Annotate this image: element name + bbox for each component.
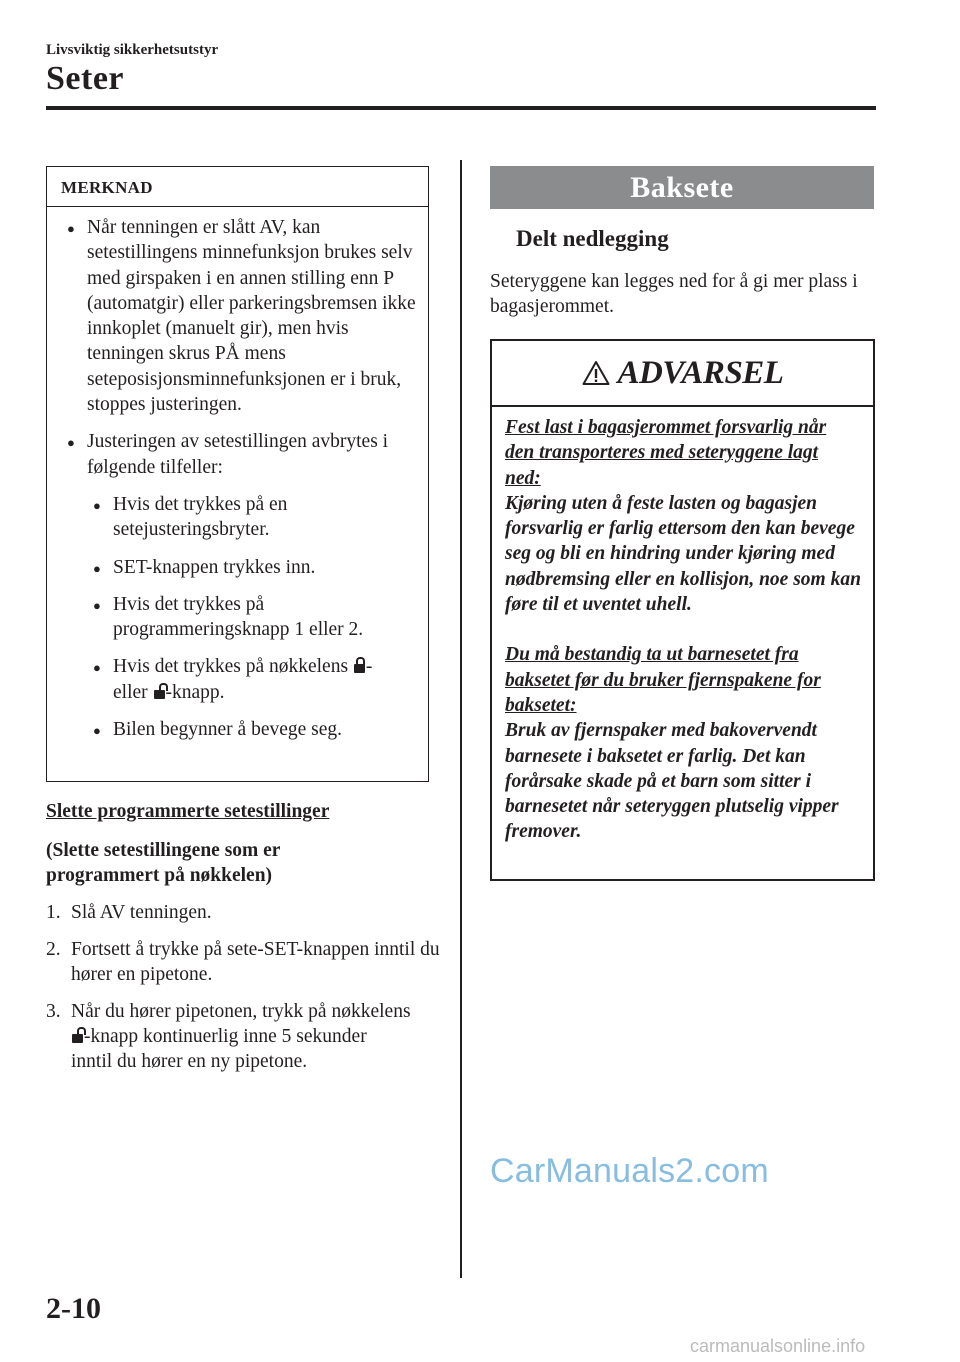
bullet-icon: ● (93, 497, 101, 513)
note-item (47, 215, 418, 417)
site-watermark: carmanualsonline.info (690, 1336, 866, 1356)
page-title: Seter (46, 60, 125, 97)
delete-heading: Slette programmerte setestillinger (46, 801, 330, 822)
delete-subheading: (Slette setestillingene som er programmert på nøkkelen) (46, 840, 281, 886)
note-box (46, 166, 429, 782)
warning-body (492, 407, 873, 845)
warning-triangle-icon (582, 360, 610, 386)
warning-underlined-text: Du må bestandig ta ut barnesetet fra baksetet før du bruker fjernspakene for baksetet: (505, 644, 821, 716)
section-bar-baksete: Baksete (490, 166, 874, 209)
note-item (47, 429, 418, 480)
note-subitem (47, 492, 418, 543)
page-number: 2-10 (46, 1292, 101, 1325)
note-subitem-text: Bilen begynner å bevege seg. (113, 719, 343, 741)
steps-list (46, 900, 441, 1086)
note-subitem-text: eller (113, 681, 153, 703)
note-body (47, 207, 428, 742)
warning-header (492, 341, 873, 407)
bullet-icon: ● (93, 660, 101, 676)
warning-text: Kjøring uten å feste lasten og bagasjen forsvarlig er farlig ettersom den kan bevege seg og bli en hindring under kjøring med nødbremsing eller en kollisjon, noe som kan føre til et uventet uhell. (505, 492, 861, 616)
note-subitem (47, 654, 418, 705)
section-label: Livsviktig sikkerhetsutstyr (46, 42, 219, 58)
note-item-text: Når tenningen er slått AV, kan setestillingens minnefunksjon brukes selv med girspaken i en annen stilling enn P (automatgir) eller parkeringsbremsen ikke innkoplet (manuelt gir), men hvis tenningen skrus PÅ mens seteposisjonsminnefunksjonen er i bruk, stoppes justeringen. (87, 217, 416, 416)
note-subitem-text: Hvis det trykkes på programmeringsknapp 1 eller 2. (113, 593, 364, 641)
note-subitem (47, 592, 418, 643)
step-text: Slå AV tenningen. (71, 902, 212, 923)
step-number: 2. (46, 939, 61, 960)
note-subitem (47, 717, 418, 742)
bullet-icon: ● (67, 221, 75, 236)
note-subitem-text: -knapp. (165, 681, 225, 703)
note-subitem-text: Hvis det trykkes på en setejusteringsbryter. (113, 493, 288, 541)
column-divider (460, 160, 462, 1278)
step-item (46, 900, 441, 925)
note-heading: MERKNAD (47, 167, 428, 207)
bullet-icon: ● (67, 435, 75, 451)
step-item (46, 937, 441, 987)
warning-box (490, 339, 875, 881)
bullet-icon: ● (93, 560, 101, 576)
step-text: Når du hører pipetonen, trykk på nøkkelens (71, 1001, 411, 1022)
note-subitem-text: SET-knappen trykkes inn. (113, 556, 316, 578)
unlock-icon (72, 1027, 83, 1043)
unlock-icon (154, 683, 165, 699)
watermark: CarManuals2.com (490, 1152, 769, 1190)
bullet-icon: ● (93, 723, 101, 739)
step-number: 1. (46, 902, 61, 923)
note-item-text: Justeringen av setestillingen avbrytes i følgende tilfeller: (87, 431, 389, 478)
note-subitem (47, 555, 418, 580)
header-rule (46, 106, 876, 110)
warning-title: ADVARSEL (617, 354, 784, 391)
note-subitem-text: - (365, 656, 373, 678)
subheading: Delt nedlegging (516, 226, 669, 251)
body-paragraph: Seteryggene kan legges ned for å gi mer plass i bagasjerommet. (490, 271, 858, 317)
bullet-icon: ● (93, 597, 101, 613)
warning-underlined-text: Fest last i bagasjerommet forsvarlig når den transporteres med seteryggene lagt ned: (505, 417, 827, 489)
step-text: Fortsett å trykke på sete-SET-knappen inntil du hører en pipetone. (71, 939, 440, 985)
step-text: -knapp kontinuerlig inne 5 sekunder inntil du hører en ny pipetone. (71, 1026, 367, 1072)
step-number: 3. (46, 1001, 61, 1022)
warning-text: Bruk av fjernspaker med bakovervendt barnesete i baksetet er farlig. Det kan forårsake skade på et barn som sitter i barnesetet når seteryggen plutselig vipper fremover. (505, 720, 839, 843)
note-subitem-text: Hvis det trykkes på nøkkelens (113, 656, 353, 678)
step-item (46, 999, 411, 1074)
lock-icon (354, 657, 365, 673)
